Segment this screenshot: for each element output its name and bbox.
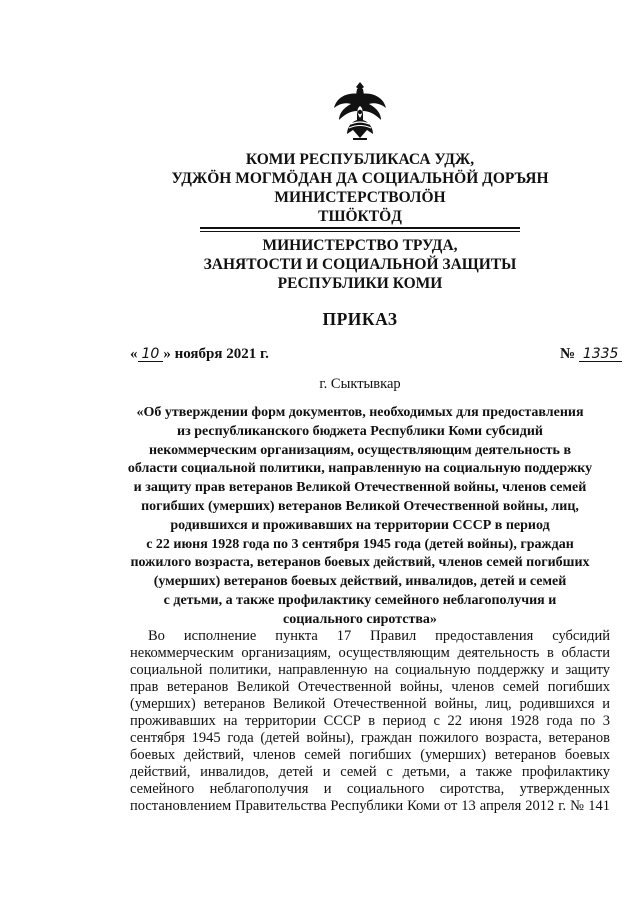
title-line: социального сиротства» (283, 611, 437, 627)
body-line: Во исполнение пункта 17 Правил предоставления субсидий (148, 628, 610, 644)
order-title (100, 404, 620, 630)
header-divider-thick (200, 227, 520, 229)
city-name: г. Сыктывкар (319, 376, 401, 392)
body-line: (умерших) ветеранов Великой Отечественной войны, лиц, родившихся и (130, 696, 610, 712)
date-day-handwritten: 10 (138, 347, 164, 362)
header-komi-language (90, 150, 630, 226)
title-line: «Об утверждении форм документов, необходимых для предоставления (136, 405, 584, 420)
order-number (560, 346, 622, 363)
title-line: с детьми, а также профилактику семейного неблагополучия и (163, 592, 557, 608)
body-line: постановлением Правительства Республики Коми от 13 апреля 2012 г. № 141 (130, 798, 610, 814)
title-line: погибших (умерших) ветеранов Великой Отечественной войны, лиц, (141, 498, 579, 514)
order-body-paragraph (130, 628, 610, 815)
body-line: действий, инвалидов, детей и семей с детьми, а также профилактику (130, 764, 610, 780)
document-type-heading: ПРИКАЗ (322, 309, 398, 329)
body-line: некоммерческим организациям, осуществляющим деятельность в области (130, 645, 610, 661)
date-close-quote: » (163, 346, 171, 362)
body-line: проживавших на территории СССР в период с 22 июня 1928 года по 3 (130, 713, 610, 729)
body-line: сентября 1945 года (детей войны), граждан пожилого возраста, ветеранов (130, 730, 610, 746)
title-line: и защиту прав ветеранов Великой Отечественной войны, членов семей (133, 480, 587, 496)
date-month-year: ноября 2021 г. (170, 346, 269, 362)
komi-republic-emblem-icon (331, 80, 389, 142)
header-komi-line: МИНИСТЕРСТВОЛӦН (274, 189, 446, 206)
title-line: родившихся и проживавших на территории СССР в период (170, 517, 550, 533)
body-line: боевых действий, членов семей погибших (умерших) ветеранов боевых (130, 747, 610, 763)
header-ru-line: МИНИСТЕРСТВО ТРУДА, (262, 237, 458, 254)
title-line: из республиканского бюджета Республики Коми субсидий (177, 423, 543, 439)
title-line: области социальной политики, направленную на социальную поддержку (127, 461, 593, 477)
header-ru-line: ЗАНЯТОСТИ И СОЦИАЛЬНОЙ ЗАЩИТЫ (203, 256, 517, 273)
body-line: прав ветеранов Великой Отечественной войны, членов семей погибших (130, 679, 610, 695)
title-line: некоммерческим организациям, осуществляющим деятельность в (148, 442, 572, 458)
order-date (130, 346, 269, 363)
date-open-quote: « (130, 346, 138, 362)
header-russian-language (90, 236, 630, 293)
header-komi-line: ТШӦКТӦД (318, 208, 402, 225)
header-komi-line: УДЖӦН МОГМӦДАН ДА СОЦИАЛЬНӦЙ ДОРЪЯН (171, 170, 549, 187)
title-line: пожилого возраста, ветеранов боевых действий, членов семей погибших (130, 555, 590, 571)
number-label: № (560, 346, 576, 362)
title-line: (умерших) ветеранов боевых действий, инвалидов, детей и семей (153, 574, 567, 590)
body-line: социальной политики, направленную на социальную поддержку и защиту (130, 662, 610, 678)
header-ru-line: РЕСПУБЛИКИ КОМИ (277, 275, 443, 292)
number-value-handwritten: 1335 (579, 347, 623, 362)
title-line: с 22 июня 1928 года по 3 сентября 1945 года (детей войны), граждан (146, 536, 574, 552)
body-line: семейного неблагополучия и социального сиротства, утвержденных (130, 781, 610, 797)
header-komi-line: КОМИ РЕСПУБЛИКАСА УДЖ, (245, 151, 475, 168)
header-divider-thin (200, 231, 520, 232)
